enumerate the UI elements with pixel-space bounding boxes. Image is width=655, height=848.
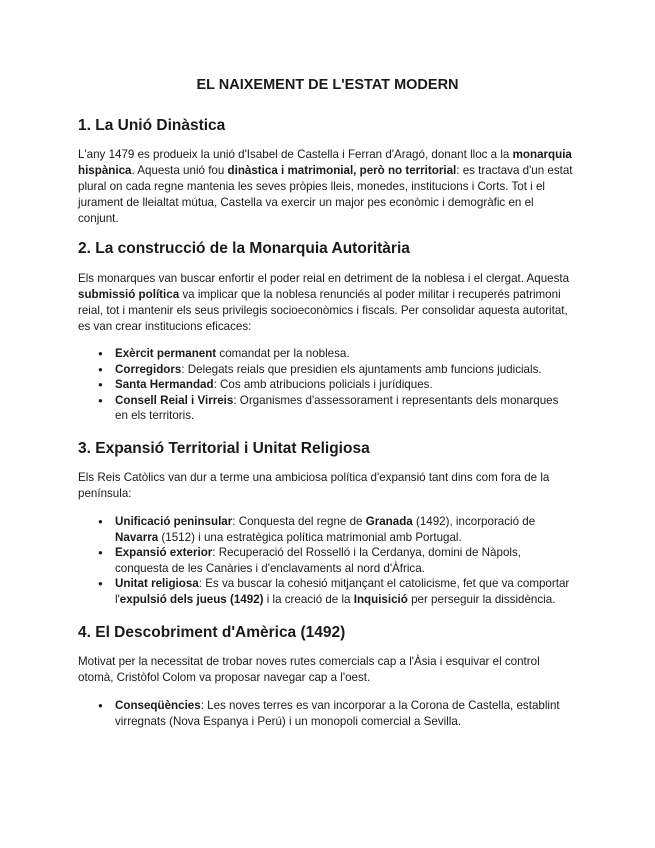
list-item [98,346,570,362]
bold-text: expulsió dels jueus (1492) [119,592,264,606]
section-3-paragraph: Els Reis Catòlics van dur a terme una ambiciosa política d'expansió tant dins com fora de la península: [78,471,550,500]
section-3-heading: 3. Expansió Territorial i Unitat Religiosa [78,440,370,457]
text-run: : Cos amb atribucions policials i jurídiques. [213,378,433,391]
document-title: EL NAIXEMENT DE L'ESTAT MODERN [196,77,459,93]
section-4-list [98,698,570,729]
text-run: : Organismes d'assessorament i representants dels monarques en els territoris. [115,393,559,422]
bold-text: Navarra [115,530,159,544]
bold-text: Inquisició [353,592,408,606]
text-run: (1512) i una estratègica política matrimonial amb Portugal. [158,530,462,544]
list-item [98,698,570,729]
bold-text: submissió política [78,288,180,301]
text-run: : Les noves terres es van incorporar a la Corona de Castella, establint virregnats (Nova Espanya i Perú) i un monopoli comercial a Sevilla. [115,699,560,728]
text-run: Els monarques van buscar enfortir el poder reial en detriment de la noblesa i el clergat. Aquesta [78,272,570,285]
bold-text: Expansió exterior [115,546,213,559]
list-item [98,377,570,393]
list-item [98,393,570,424]
bold-text: dinàstica i matrimonial, però no territorial [227,164,457,177]
text-run: : Delegats reials que presidien els ajuntaments amb funcions judicials. [181,362,542,376]
bold-text: Corregidors [115,362,182,376]
text-run: . Aquesta unió fou [131,164,228,177]
bold-text: monarquia hispànica [78,148,572,177]
list-item [98,514,570,545]
text-run: L'any 1479 es produeix la unió d'Isabel de Castella i Ferran d'Aragó, donant lloc a la [78,148,513,161]
text-run: va implicar que la noblesa renunciés al poder militar i recuperés patrimoni reial, tot i mantenir els seus privilegis socioeconòmics i fiscals. Per consolidar aquesta autoritat, es van crear institucions eficaces: [78,288,568,333]
text-run: i la creació de la [263,592,354,606]
section-4-heading: 4. El Descobriment d'Amèrica (1492) [78,624,346,641]
section-3-list [98,514,570,607]
section-2-list [98,346,570,424]
text-run: : es tractava d'un estat plural on cada regne mantenia les seves pròpies lleis, monedes, institucions i Corts. Tot i el jurament de lleialtat mútua, Castella va exercir un major pes econòmic i demogràfic en el conjunt. [78,164,573,225]
section-2-heading: 2. La construcció de la Monarquia Autoritària [78,240,410,257]
section-1-heading: 1. La Unió Dinàstica [78,117,226,134]
bold-text: Unificació peninsular [115,515,233,528]
text-run: comandat per la noblesa. [216,347,350,360]
bold-text: Granada [365,515,413,528]
bold-text: Consell Reial i Virreis [115,393,234,407]
bold-text: Exèrcit permanent [115,347,217,360]
list-item [98,362,570,378]
bold-text: Santa Hermandad [115,378,214,391]
text-run: : Conquesta del regne de [232,515,366,528]
section-2-paragraph [78,271,576,335]
text-run: : Recuperació del Rosselló i la Cerdanya, domini de Nàpols, conquesta de les Canàries i d'enclavaments al nord d'Àfrica. [115,546,521,575]
section-4-paragraph: Motivat per la necessitat de trobar noves rutes comercials cap a l'Àsia i esquivar el control otomà, Cristòfol Colom va proposar navegar cap a l'oest. [78,655,540,684]
text-run: per perseguir la dissidència. [407,592,556,606]
bold-text: Conseqüències [115,699,201,712]
bold-text: Unitat religiosa [115,577,199,590]
list-item [98,576,570,607]
text-run: : Es va buscar la cohesió mitjançant el catolicisme, fet que va comportar l' [115,577,570,606]
list-item [98,545,570,576]
text-run: (1492), incorporació de [412,515,536,528]
section-1-paragraph [78,147,576,227]
